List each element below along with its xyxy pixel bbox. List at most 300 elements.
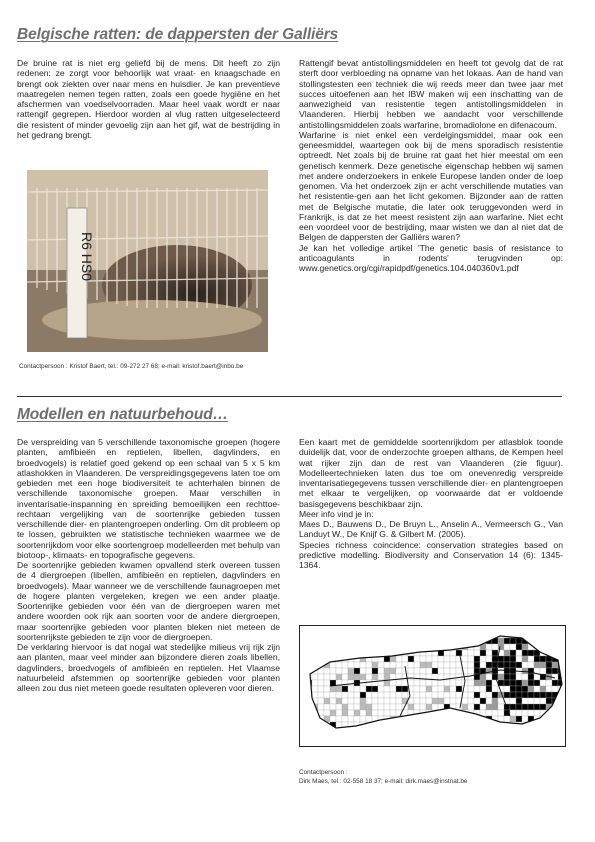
map-grid-cell xyxy=(432,692,438,698)
map-grid-cell xyxy=(438,698,444,704)
map-grid-cell xyxy=(342,668,348,674)
map-grid-cell xyxy=(492,644,498,650)
map-grid-cell xyxy=(534,674,540,680)
map-grid-cell xyxy=(426,656,432,662)
map-grid-cell xyxy=(354,734,360,740)
map-grid-cell xyxy=(486,704,492,710)
map-grid-cell xyxy=(438,716,444,722)
map-grid-cell xyxy=(540,644,546,650)
map-grid-cell xyxy=(384,734,390,740)
map-grid-cell xyxy=(450,668,456,674)
map-grid-cell xyxy=(450,734,456,740)
map-grid-cell xyxy=(438,710,444,716)
map-grid-cell xyxy=(402,686,408,692)
map-grid-cell xyxy=(516,710,522,716)
map-grid-cell xyxy=(420,740,426,746)
map-grid-cell xyxy=(516,704,522,710)
map-grid-cell xyxy=(474,686,480,692)
map-grid-cell xyxy=(450,662,456,668)
map-grid-cell xyxy=(516,728,522,734)
map-grid-cell xyxy=(378,728,384,734)
map-grid-cell xyxy=(336,686,342,692)
map-grid-cell xyxy=(330,692,336,698)
map-grid-cell xyxy=(336,626,342,632)
map-grid-cell xyxy=(396,722,402,728)
map-grid-cell xyxy=(300,728,306,734)
map-grid-cell xyxy=(444,722,450,728)
map-grid-cell xyxy=(534,710,540,716)
map-grid-cell xyxy=(450,728,456,734)
map-grid-cell xyxy=(324,626,330,632)
map-grid-cell xyxy=(408,722,414,728)
map-grid-cell xyxy=(300,626,306,632)
map-grid-cell xyxy=(450,722,456,728)
map-grid-cell xyxy=(300,632,306,638)
map-grid-cell xyxy=(336,716,342,722)
map-grid-cell xyxy=(324,644,330,650)
map-grid-cell xyxy=(354,644,360,650)
article-2-paragraph: Een kaart met de gemiddelde soortenrijkdom per atlasblok toonde duidelijk dat, voor de onderzochte groepen althans, de Kempen heel wat rijker zijn dan de rest van Vlaanderen (zie figuur). Modelleertechnieken laten dus toe om onevenredig verspreide inventarisatiegegevens tussen verschillende dier- en plantengroepen met elkaar te vergelijken, op voorwaarde dat er voldoende basisgegevens beschikbaar zijn. xyxy=(299,437,563,509)
map-grid-cell xyxy=(414,734,420,740)
article-2-paragraph: De verspreiding van 5 verschillende taxonomische groepen (hogere planten, amfibieën en reptielen, libellen, dagvlinders, en broedvogels) is relatief goed gekend op een schaal van 5 x 5 km atlashokken in Vlaanderen. De verspreidingsgegevens laten toe om gebieden met een hoge biodiversiteit te achterhalen binnen de verschillende taxonomische groepen. Maar verschillen in inventarisatie-inspanning en spreiding bemoeilijken een rechttoe-rechtaan vergelijking van de soortenrijke gebieden tussen verschillende dier- en plantengroepen onderling. Om dit probleem op te lossen, gebruikten we statistische technieken waarmee we de soortenrijkdom voor elke soortengroep modelleerden met behulp van biotoop-, klimaats- en topografische gegevens. xyxy=(17,437,280,560)
map-grid-cell xyxy=(474,734,480,740)
map-grid-cell xyxy=(504,728,510,734)
map-grid-cell xyxy=(300,644,306,650)
map-grid-cell xyxy=(402,734,408,740)
map-grid-cell xyxy=(486,662,492,668)
map-grid-cell xyxy=(516,734,522,740)
species-richness-map xyxy=(299,625,566,747)
map-grid-cell xyxy=(324,680,330,686)
map-grid-cell xyxy=(468,680,474,686)
map-grid-cell xyxy=(510,728,516,734)
map-grid-cell xyxy=(360,734,366,740)
map-grid-cell xyxy=(360,668,366,674)
map-grid-cell xyxy=(480,632,486,638)
map-grid-cell xyxy=(516,680,522,686)
map-grid-cell xyxy=(300,716,306,722)
map-grid-cell xyxy=(402,656,408,662)
map-grid-cell xyxy=(420,662,426,668)
map-grid-cell xyxy=(480,626,486,632)
article-1-paragraph: De bruine rat is niet erg geliefd bij de mens. Dit heeft zo zijn redenen: ze zorgt voor behoorlijk wat vraat- en knaagschade en brengt ook ziekten over naar mens en huisdier. Je kan preventieve maatregelen nemen tegen ratten, zoals een goede hygiëne en het afschermen van voedselvoorraden. Maar heel vaak wordt er naar rattengif gegrepen. Hierdoor worden al vlug ratten uitgeselecteerd die resistent of minder gevoelig zijn aan het gif, wat de bestrijding in het gedrang brengt. xyxy=(17,58,280,140)
map-grid-cell xyxy=(408,716,414,722)
map-grid-cell xyxy=(366,710,372,716)
map-grid-cell xyxy=(426,686,432,692)
map-grid-cell xyxy=(456,686,462,692)
map-grid-cell xyxy=(438,662,444,668)
map-grid-cell xyxy=(420,698,426,704)
map-grid-cell xyxy=(360,632,366,638)
map-grid-cell xyxy=(372,668,378,674)
map-grid-cell xyxy=(318,698,324,704)
article-1-right-column xyxy=(299,58,563,273)
map-grid-cell xyxy=(408,674,414,680)
map-grid-cell xyxy=(348,668,354,674)
map-grid-cell xyxy=(348,686,354,692)
map-grid-cell xyxy=(456,668,462,674)
map-grid-cell xyxy=(456,632,462,638)
map-grid-cell xyxy=(336,704,342,710)
map-grid-cell xyxy=(420,734,426,740)
map-grid-cell xyxy=(534,698,540,704)
map-grid-cell xyxy=(564,728,565,734)
map-grid-cell xyxy=(348,734,354,740)
map-grid-cell xyxy=(522,692,528,698)
map-grid-cell xyxy=(552,710,558,716)
map-grid-cell xyxy=(558,644,564,650)
map-grid-cell xyxy=(462,656,468,662)
map-grid-cell xyxy=(522,716,528,722)
map-grid-cell xyxy=(390,740,396,746)
map-grid-cell xyxy=(534,638,540,644)
map-grid-cell xyxy=(354,716,360,722)
map-grid-cell xyxy=(438,680,444,686)
map-grid-cell xyxy=(348,632,354,638)
map-grid-cell xyxy=(372,698,378,704)
map-grid-cell xyxy=(558,728,564,734)
map-grid-cell xyxy=(366,632,372,638)
map-grid-cell xyxy=(318,650,324,656)
map-grid-cell xyxy=(420,632,426,638)
map-grid-cell xyxy=(540,632,546,638)
map-grid-cell xyxy=(330,698,336,704)
map-grid-cell xyxy=(486,692,492,698)
map-grid-cell xyxy=(498,668,504,674)
map-grid-cell xyxy=(414,692,420,698)
map-grid-cell xyxy=(372,692,378,698)
map-grid-cell xyxy=(456,740,462,746)
map-grid-cell xyxy=(438,656,444,662)
map-grid-cell xyxy=(558,716,564,722)
map-grid-cell xyxy=(366,680,372,686)
map-grid-cell xyxy=(408,668,414,674)
map-grid-cell xyxy=(342,650,348,656)
map-grid-cell xyxy=(348,644,354,650)
article-1-contact: Contactpersoon : Kristof Baert, tel.: 09-272 27 68; e-mail: kristof.baert@inbo.be xyxy=(19,363,244,370)
map-grid-cell xyxy=(420,692,426,698)
map-grid-cell xyxy=(564,662,565,668)
map-grid-cell xyxy=(300,722,306,728)
map-grid-cell xyxy=(414,680,420,686)
map-grid-cell xyxy=(330,662,336,668)
map-grid-cell xyxy=(450,656,456,662)
map-grid-cell xyxy=(318,680,324,686)
map-grid-cell xyxy=(300,740,306,746)
map-grid-cell xyxy=(396,728,402,734)
map-grid-cell xyxy=(300,674,306,680)
map-grid-cell xyxy=(552,740,558,746)
map-grid-cell xyxy=(432,644,438,650)
map-grid-cell xyxy=(432,668,438,674)
map-grid-cell xyxy=(540,704,546,710)
map-grid-cell xyxy=(498,698,504,704)
map-grid-cell xyxy=(504,644,510,650)
map-grid-cell xyxy=(462,650,468,656)
map-grid-cell xyxy=(480,692,486,698)
map-grid-cell xyxy=(426,632,432,638)
map-grid-cell xyxy=(306,710,312,716)
map-grid-cell xyxy=(498,656,504,662)
map-grid-cell xyxy=(486,680,492,686)
article-2-contact: Dirk Maes, tel.: 02-558 18 37; e-mail: dirk.maes@instnat.be xyxy=(299,778,468,785)
map-grid-cell xyxy=(468,698,474,704)
map-grid-cell xyxy=(510,674,516,680)
map-grid-cell xyxy=(318,626,324,632)
map-grid-cell xyxy=(486,710,492,716)
map-grid-cell xyxy=(396,680,402,686)
map-grid-cell xyxy=(366,674,372,680)
map-grid-cell xyxy=(402,644,408,650)
map-grid-cell xyxy=(504,656,510,662)
map-grid-cell xyxy=(498,728,504,734)
map-grid-cell xyxy=(510,650,516,656)
map-grid-cell xyxy=(360,740,366,746)
map-grid-cell xyxy=(480,674,486,680)
map-grid-cell xyxy=(324,638,330,644)
map-grid-cell xyxy=(528,722,534,728)
map-grid-cell xyxy=(318,722,324,728)
map-grid-cell xyxy=(528,704,534,710)
map-grid-cell xyxy=(360,638,366,644)
map-grid-cell xyxy=(390,728,396,734)
map-grid-cell xyxy=(390,662,396,668)
map-grid-cell xyxy=(366,728,372,734)
map-grid-cell xyxy=(408,626,414,632)
map-grid-cell xyxy=(474,626,480,632)
map-grid-cell xyxy=(546,686,552,692)
map-grid-cell xyxy=(312,644,318,650)
map-grid-cell xyxy=(420,716,426,722)
map-grid-cell xyxy=(342,734,348,740)
map-grid-cell xyxy=(432,728,438,734)
map-grid-cell xyxy=(408,656,414,662)
map-grid-cell xyxy=(306,632,312,638)
map-grid-cell xyxy=(432,626,438,632)
map-grid-cell xyxy=(378,698,384,704)
map-grid-cell xyxy=(558,698,564,704)
map-grid-cell xyxy=(324,698,330,704)
map-grid-cell xyxy=(546,668,552,674)
map-grid-cell xyxy=(330,734,336,740)
map-grid-cell xyxy=(414,632,420,638)
map-grid-cell xyxy=(522,650,528,656)
map-grid-cell xyxy=(546,644,552,650)
map-grid-cell xyxy=(342,728,348,734)
map-grid-cell xyxy=(480,656,486,662)
map-grid-cell xyxy=(336,734,342,740)
map-grid-cell xyxy=(450,638,456,644)
map-grid-cell xyxy=(354,704,360,710)
map-grid-cell xyxy=(396,656,402,662)
map-grid-cell xyxy=(312,674,318,680)
map-grid-cell xyxy=(528,734,534,740)
map-grid-cell xyxy=(432,632,438,638)
map-grid-cell xyxy=(330,728,336,734)
map-grid-cell xyxy=(456,728,462,734)
map-grid-cell xyxy=(390,734,396,740)
map-grid-cell xyxy=(312,740,318,746)
map-grid-cell xyxy=(360,692,366,698)
map-grid-cell xyxy=(414,740,420,746)
map-grid-cell xyxy=(558,710,564,716)
map-grid-cell xyxy=(312,656,318,662)
map-grid-cell xyxy=(528,692,534,698)
map-grid-cell xyxy=(384,728,390,734)
map-grid-cell xyxy=(366,686,372,692)
map-grid-cell xyxy=(516,650,522,656)
map-grid-cell xyxy=(516,740,522,746)
map-grid-cell xyxy=(426,668,432,674)
map-grid-cell xyxy=(546,734,552,740)
map-grid-cell xyxy=(348,680,354,686)
map-grid-cell xyxy=(390,632,396,638)
map-grid-cell xyxy=(426,704,432,710)
map-grid-cell xyxy=(528,656,534,662)
map-grid-cell xyxy=(318,740,324,746)
map-grid-cell xyxy=(408,734,414,740)
map-grid-cell xyxy=(534,692,540,698)
map-grid-cell xyxy=(306,626,312,632)
map-grid-cell xyxy=(348,740,354,746)
map-grid-cell xyxy=(360,662,366,668)
map-grid-cell xyxy=(522,704,528,710)
map-grid-cell xyxy=(336,668,342,674)
map-grid-cell xyxy=(366,638,372,644)
map-grid-cell xyxy=(510,656,516,662)
map-grid-cell xyxy=(456,626,462,632)
map-grid-cell xyxy=(456,692,462,698)
map-grid-cell xyxy=(366,662,372,668)
map-grid-cell xyxy=(408,704,414,710)
map-grid-cell xyxy=(336,650,342,656)
map-grid-cell xyxy=(522,644,528,650)
map-grid-cell xyxy=(534,704,540,710)
map-grid-cell xyxy=(366,716,372,722)
map-grid-cell xyxy=(480,740,486,746)
map-grid-cell xyxy=(408,728,414,734)
map-grid-cell xyxy=(300,656,306,662)
map-grid-cell xyxy=(534,680,540,686)
map-grid-cell xyxy=(306,716,312,722)
map-grid-cell xyxy=(408,644,414,650)
map-grid-cell xyxy=(342,704,348,710)
map-grid-cell xyxy=(516,698,522,704)
map-grid-cell xyxy=(324,656,330,662)
map-grid-cell xyxy=(534,626,540,632)
map-grid-cell xyxy=(528,686,534,692)
map-grid-cell xyxy=(498,626,504,632)
map-grid-cell xyxy=(414,716,420,722)
map-grid-cell xyxy=(420,728,426,734)
map-grid-cell xyxy=(378,722,384,728)
map-grid-cell xyxy=(336,710,342,716)
map-grid-cell xyxy=(378,668,384,674)
map-grid-cell xyxy=(522,668,528,674)
map-grid-cell xyxy=(552,686,558,692)
map-grid-cell xyxy=(462,698,468,704)
map-grid-cell xyxy=(528,728,534,734)
map-grid-cell xyxy=(306,644,312,650)
map-grid-cell xyxy=(498,704,504,710)
map-grid-cell xyxy=(390,710,396,716)
map-grid-cell xyxy=(384,740,390,746)
map-grid-cell xyxy=(426,698,432,704)
article-2-left-column xyxy=(17,437,280,693)
map-grid-cell xyxy=(438,728,444,734)
map-grid-cell xyxy=(552,668,558,674)
map-grid-cell xyxy=(510,680,516,686)
map-grid-cell xyxy=(414,656,420,662)
map-grid-cell xyxy=(372,728,378,734)
map-grid-cell xyxy=(306,698,312,704)
map-grid-cell xyxy=(402,692,408,698)
map-grid-cell xyxy=(504,686,510,692)
map-grid-cell xyxy=(366,740,372,746)
map-grid-cell xyxy=(558,740,564,746)
map-grid-cell xyxy=(432,656,438,662)
map-grid-cell xyxy=(336,644,342,650)
map-grid-cell xyxy=(444,638,450,644)
map-grid-cell xyxy=(462,734,468,740)
map-grid-cell xyxy=(306,704,312,710)
map-grid-cell xyxy=(324,674,330,680)
map-grid-cell xyxy=(474,638,480,644)
map-grid-cell xyxy=(546,626,552,632)
map-grid-cell xyxy=(300,692,306,698)
map-grid-cell xyxy=(390,692,396,698)
map-grid-cell xyxy=(462,722,468,728)
map-grid-cell xyxy=(318,728,324,734)
map-grid-cell xyxy=(330,650,336,656)
map-grid-cell xyxy=(342,662,348,668)
map-grid-cell xyxy=(438,686,444,692)
cage-label-text: R6 HS0 xyxy=(79,232,95,282)
map-grid-cell xyxy=(504,626,510,632)
map-grid-cell xyxy=(564,722,565,728)
map-grid-cell xyxy=(318,674,324,680)
map-grid-cell xyxy=(336,632,342,638)
map-grid-cell xyxy=(420,680,426,686)
map-grid-cell xyxy=(504,716,510,722)
map-grid-cell xyxy=(492,686,498,692)
map-grid-cell xyxy=(558,704,564,710)
map-grid-cell xyxy=(318,644,324,650)
map-grid-cell xyxy=(540,626,546,632)
map-grid-cell xyxy=(330,740,336,746)
map-grid-cell xyxy=(366,698,372,704)
map-grid-cell xyxy=(378,686,384,692)
map-grid-cell xyxy=(378,638,384,644)
map-grid-cell xyxy=(366,626,372,632)
map-grid-cell xyxy=(372,662,378,668)
map-grid-cell xyxy=(372,626,378,632)
map-grid-cell xyxy=(426,740,432,746)
map-grid-cell xyxy=(306,734,312,740)
map-grid-cell xyxy=(354,650,360,656)
map-grid-cell xyxy=(324,668,330,674)
map-grid-cell xyxy=(492,734,498,740)
map-grid-cell xyxy=(372,740,378,746)
map-grid-cell xyxy=(420,656,426,662)
map-grid-cell xyxy=(426,626,432,632)
map-grid-cell xyxy=(396,632,402,638)
map-grid-cell xyxy=(504,740,510,746)
map-grid-cell xyxy=(564,650,565,656)
article-2-paragraph: Meer info vind je in: xyxy=(299,508,374,519)
map-grid-cell xyxy=(486,740,492,746)
map-grid-cell xyxy=(390,644,396,650)
